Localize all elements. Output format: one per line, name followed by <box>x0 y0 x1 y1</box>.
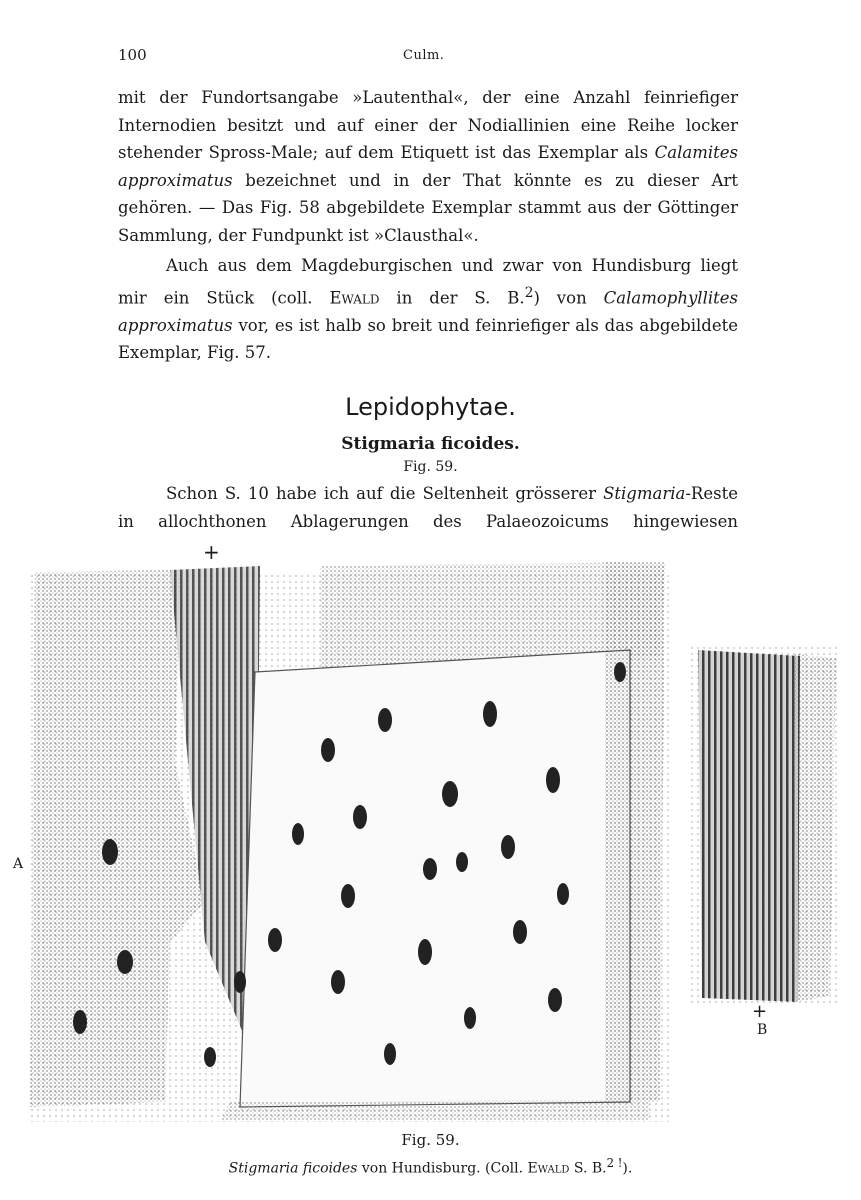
paragraph-1-species-name: Calamites approximatus <box>118 143 738 190</box>
footnote-marker: 2 <box>524 284 534 301</box>
section-title: Lepidophytae. <box>345 393 516 421</box>
paragraph-3-text-a: Schon S. 10 habe ich auf die Seltenheit grösserer <box>166 484 604 503</box>
paragraph-1-text-a: mit der Fundortsangabe »Lautenthal«, der eine Anzahl feinriefiger Internodien besitzt und auf einer der Nodiallinien eine Reihe locker stehender Spross-Male; auf dem Etiquett ist das Exemplar als <box>118 88 738 162</box>
caption-species-name: Stigmaria ficoides <box>228 1160 358 1177</box>
paragraph-3-text-b: -Reste in allochthonen Ablagerungen des Palaeozoicums hingewiesen <box>118 484 738 531</box>
caption-text-a: von Hundisburg. (Coll. <box>357 1160 528 1177</box>
paragraph-3-genus-name: Stigmaria <box>603 484 686 503</box>
caption-text-c: ). <box>622 1160 633 1177</box>
figure-label-b: B <box>757 1022 768 1038</box>
fossil-illustration-main <box>30 562 670 1122</box>
figure-reference: Fig. 59. <box>403 459 458 475</box>
caption-footnote-marker: 2 ! <box>606 1156 623 1170</box>
figure-caption-title: Fig. 59. <box>401 1131 460 1149</box>
caption-collector-name: Ewald <box>527 1160 570 1177</box>
page-header <box>118 46 738 68</box>
paragraph-1-text-b: bezeichnet und in der That könnte es zu dieser Art gehören. — Das Fig. 58 abgebildete Exemplar stammt aus der Göttinger Sammlung, der Fundpunkt ist »Clausthal«. <box>118 170 738 245</box>
paragraph-2 <box>118 252 738 367</box>
paragraph-1 <box>118 84 738 249</box>
paragraph-2-text-a: Auch aus dem Magdeburgischen und zwar von Hundisburg liegt mir ein Stück (coll. <box>118 256 738 307</box>
species-title: Stigmaria ficoides. <box>341 434 520 454</box>
figure-label-a: A <box>13 856 24 872</box>
collector-name: Ewald <box>329 288 380 307</box>
figure-marker-b: + <box>752 1001 768 1022</box>
figure-marker-top: + <box>203 540 220 564</box>
paragraph-2-species-name: Calamophyllites approximatus <box>118 288 739 335</box>
paragraph-3 <box>118 480 738 535</box>
caption-text-b: S. B. <box>569 1160 607 1177</box>
fossil-illustration-side <box>690 646 838 1006</box>
paragraph-2-text-b: in der S. B. <box>379 288 525 307</box>
page-number: 100 <box>118 46 147 64</box>
figure-caption <box>0 1156 861 1177</box>
paragraph-2-text-c: ) von <box>533 288 604 307</box>
running-title: Culm. <box>403 48 445 63</box>
paragraph-2-text-d: vor, es ist halb so breit und feinriefiger als das abgebildete Exemplar, Fig. 57. <box>118 315 738 362</box>
